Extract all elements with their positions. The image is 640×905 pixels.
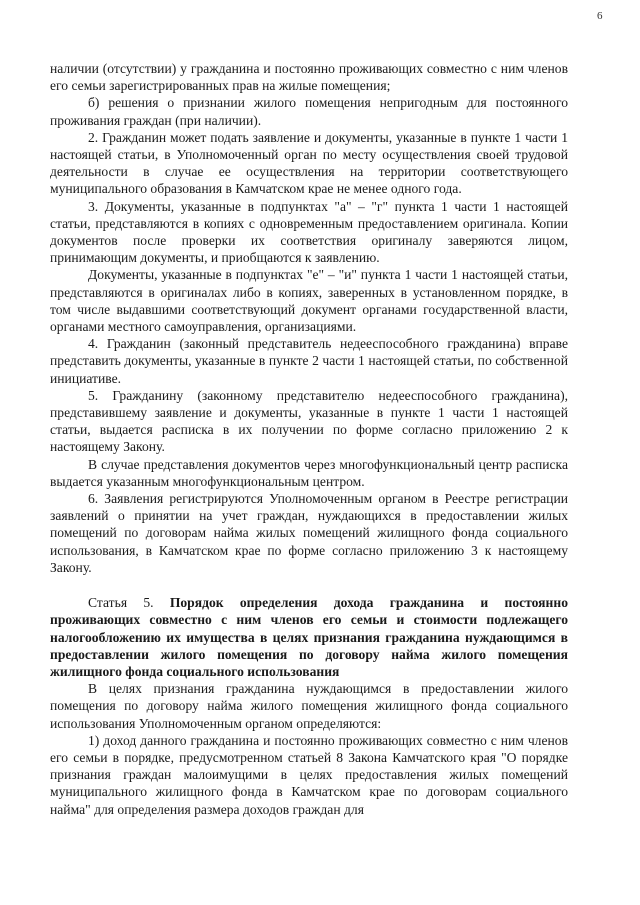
article-heading (50, 594, 568, 680)
paragraph: 5. Гражданину (законному представителю недееспособного гражданина), представившему заявление и документы, указанные в пункте 1 части 1 настоящей статьи, выдается расписка в их получении по форме согласно приложению 2 к настоящему Закону. (50, 387, 568, 455)
corner-mark: 6 (597, 10, 603, 22)
paragraph: наличии (отсутствии) у гражданина и постоянно проживающих совместно с ним членов его семьи зарегистрированных прав на жилые помещения; (50, 61, 568, 94)
paragraph: 2. Гражданин может подать заявление и документы, указанные в пункте 1 части 1 настоящей статьи, в Уполномоченный орган по месту осуществления своей трудовой деятельности в случае ее осуществления на территории соответствующего муниципального образования в Камчатском крае не менее одного года. (50, 129, 568, 197)
paragraph: В целях признания гражданина нуждающимся в предоставлении жилого помещения по договору найма жилого помещения жилищного фонда социального использования Уполномоченным органом определяются: (50, 681, 568, 731)
document-body (50, 60, 568, 818)
paragraph: Документы, указанные в подпунктах "е" – "и" пункта 1 части 1 настоящей статьи, представляются в оригиналах либо в копиях, заверенных в установленном порядке, в том числе выдавшими соответствующий документ органами государственной власти, органами местного самоуправления, организациями. (50, 267, 568, 335)
paragraph: 6. Заявления регистрируются Уполномоченным органом в Реестре регистрации заявлений о принятии на учет граждан, нуждающихся в предоставлении жилых помещений по договорам найма жилых помещений жилищного фонда социального использования, в Камчатском крае по форме согласно приложению 3 к настоящему Закону. (50, 491, 568, 575)
paragraph: 3. Документы, указанные в подпунктах "а" – "г" пункта 1 части 1 настоящей статьи, представляются в копиях с одновременным предоставлением оригинала. Копии документов после проверки их соответствия оригиналу заверяются лицом, принимающим документы, и приобщаются к заявлению. (50, 198, 568, 266)
article-title: Порядок определения дохода гражданина и постоянно проживающих совместно с ним членов его семьи и стоимости подлежащего налогообложению их имущества в целях признания гражданина нуждающимся в предоставлении жилого помещения по договору найма жилого помещения жилищного фонда социального использования (50, 595, 568, 679)
paragraph: 1) доход данного гражданина и постоянно проживающих совместно с ним членов его семьи в порядке, предусмотренном статьей 8 Закона Камчатского края "О порядке признания граждан малоимущими в целях предоставления жилых помещений муниципального жилищного фонда в Камчатском крае по договорам социального найма" для определения размера доходов граждан для (50, 732, 568, 817)
paragraph: В случае представления документов через многофункциональный центр расписка выдается указанным многофункциональным центром. (50, 456, 568, 489)
article-prefix: Статья 5. (88, 595, 170, 611)
paragraph: 4. Гражданин (законный представитель недееспособного гражданина) вправе представить документы, указанные в пункте 2 части 1 настоящей статьи, по собственной инициативе. (50, 336, 568, 386)
paragraph: б) решения о признании жилого помещения непригодным для постоянного проживания граждан (при наличии). (50, 95, 568, 128)
